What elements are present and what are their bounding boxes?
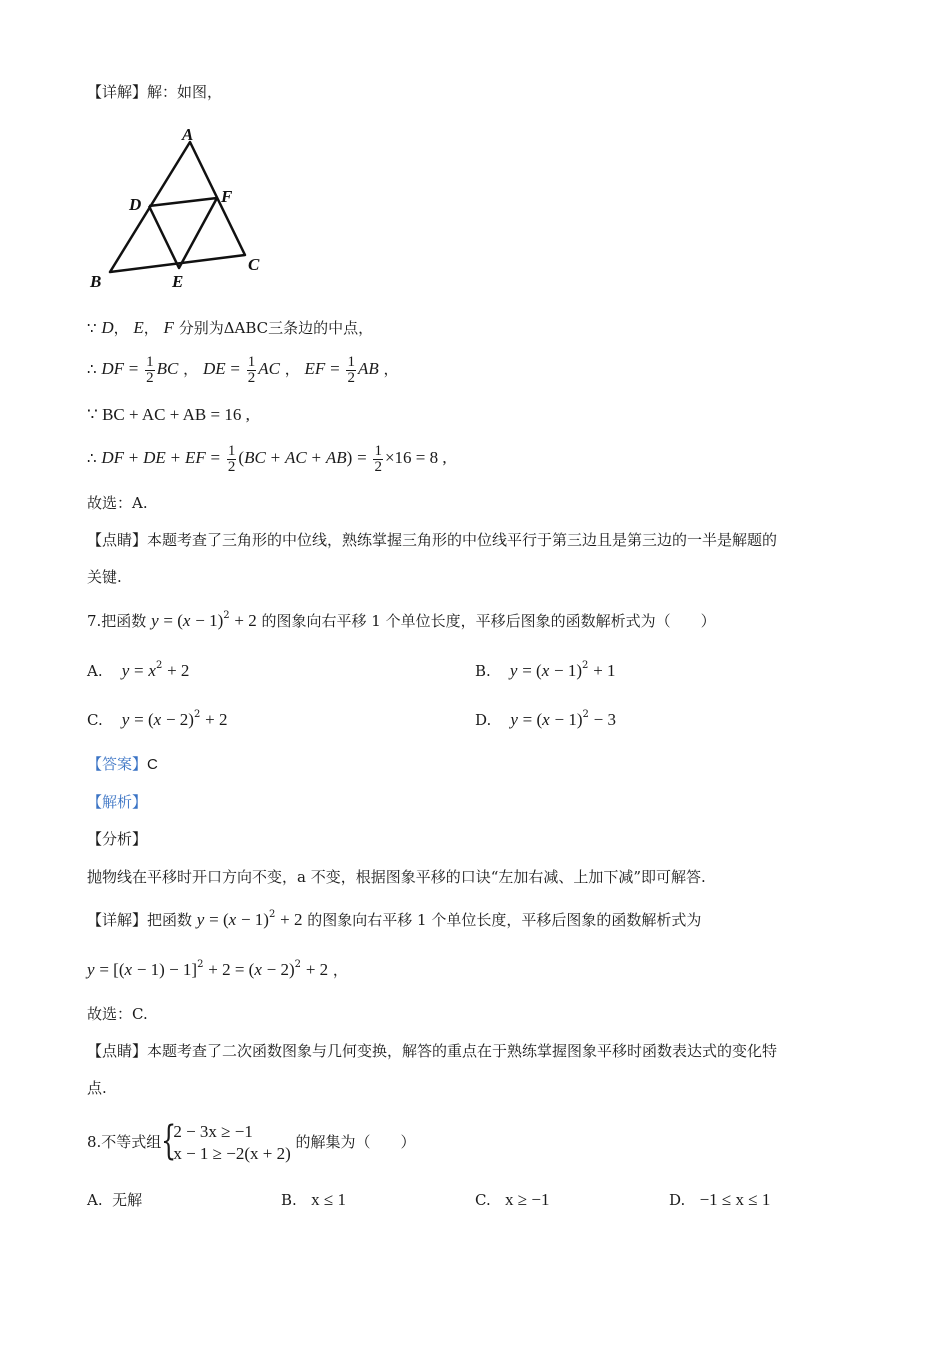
q7-detail-formula: $y = [(x - 1) - 1]^2 + 2 = (x - 2)^2 + 2$ ，: [87, 959, 348, 979]
option-letter: A.: [87, 1191, 103, 1209]
q7-fenxi-label: 【分析】: [87, 830, 148, 848]
detail-header: 【详解】解：如图，: [87, 83, 223, 101]
option-text: x ≤ 1: [311, 1190, 346, 1209]
q7-option-d: D. $y = (x - 1)^2 - 3$: [475, 709, 616, 729]
q8-stem-post: 的解集为（ ）: [295, 1133, 416, 1151]
q8-stem: [87, 1117, 416, 1167]
q7-option-b: B. $y = (x - 1)^2 + 1$: [475, 660, 616, 680]
option-letter: C.: [475, 1191, 491, 1209]
q8-option-a: [87, 1190, 142, 1210]
option-letter: B.: [475, 662, 491, 680]
inequality-1: 2 − 3x ≥ −1: [173, 1122, 253, 1141]
q8-option-d: [669, 1190, 770, 1210]
q7-remark-cont: 点.: [87, 1079, 107, 1097]
q7-option-a: A. $y = x^2 + 2$: [87, 660, 190, 680]
q7-remark: 【点睛】本题考查了二次函数图象与几何变换，解答的重点在于熟练掌握图象平移时函数表达式的变化特: [87, 1042, 778, 1060]
q7-stem: 7.把函数 $y = (x - 1)^2 + 2$ 的图象向右平移 1 个单位长度，平移后图象的函数解析式为（ ）: [87, 610, 716, 630]
q7-stem-pre: 7.把函数: [87, 612, 147, 630]
answer-value: C: [147, 756, 158, 773]
option-text: 无解: [112, 1191, 143, 1209]
label-d: D: [129, 195, 142, 214]
q8-option-b: [281, 1190, 346, 1210]
inequality-system: { 2 − 3x ≥ −1 x − 1 ≥ −2(x + 2): [161, 1118, 291, 1164]
q6-choice: 故选：A.: [87, 494, 148, 512]
label-c: C: [248, 255, 260, 274]
therefore-sign: ∴: [87, 360, 97, 378]
q8-option-c: [475, 1190, 549, 1210]
answer-label: 【答案】: [87, 755, 148, 773]
q6-therefore-2: ∴ DF + DE + EF = $\frac{1}{2}$ (BC + AC + AB) = $\frac{1}{2}$ ×16 = 8 ,: [87, 442, 447, 475]
label-f: F: [221, 187, 233, 206]
label-b: B: [90, 272, 102, 291]
option-letter: A.: [87, 662, 103, 680]
q7-option-c: C. $y = (x - 2)^2 + 2$: [87, 709, 228, 729]
q7-detail-post: 的图象向右平移 1 个单位长度，平移后图象的函数解析式为: [307, 911, 702, 929]
option-letter: D.: [475, 711, 492, 729]
q7-detail: 【详解】把函数 $y = (x - 1)^2 + 2$ 的图象向右平移 1 个单位长度，平移后图象的函数解析式为: [87, 909, 702, 929]
option-text: x ≥ −1: [505, 1190, 550, 1209]
q7-stem-post: 的图象向右平移 1 个单位长度，平移后图象的函数解析式为（ ）: [261, 612, 716, 630]
q8-stem-pre: 8.不等式组: [87, 1133, 162, 1151]
option-letter: D.: [669, 1191, 686, 1209]
q6-remark: 【点睛】本题考查了三角形的中位线，熟练掌握三角形的中位线平行于第三边且是第三边的一半是解题的: [87, 531, 778, 549]
q7-analysis-label: 【解析】: [87, 793, 148, 811]
option-letter: B.: [281, 1191, 297, 1209]
q6-because-1: ∵ D， E， F 分别为ΔABC三条边的中点，: [87, 318, 374, 337]
q6-because-2: ∵ BC + AC + AB = 16 ,: [87, 405, 250, 424]
inequality-2: x − 1 ≥ −2(x + 2): [173, 1144, 291, 1163]
label-e: E: [172, 272, 184, 291]
q6-therefore-1: ∴ DF = $\frac{1}{2}$ BC ， DE = $\frac{1}{2}$ AC ， EF = $\frac{1}{2}$ AB ，: [87, 353, 399, 386]
triangle-figure: [85, 122, 275, 297]
option-letter: C.: [87, 711, 103, 729]
q6-result: ×16 = 8 ,: [384, 448, 447, 467]
q7-fenxi: 抛物线在平移时开口方向不变，a 不变，根据图象平移的口诀“左加右减、上加下减”即可解答.: [87, 868, 706, 886]
q6-remark-cont: 关键.: [87, 568, 122, 586]
q7-detail-pre: 【详解】把函数: [87, 911, 193, 929]
label-a: A: [182, 125, 194, 144]
option-text: −1 ≤ x ≤ 1: [699, 1190, 771, 1209]
q7-answer: [87, 754, 158, 775]
q7-choice: 故选：C.: [87, 1005, 148, 1023]
q6-because-1-text: 分别为ΔABC三条边的中点，: [178, 319, 374, 337]
